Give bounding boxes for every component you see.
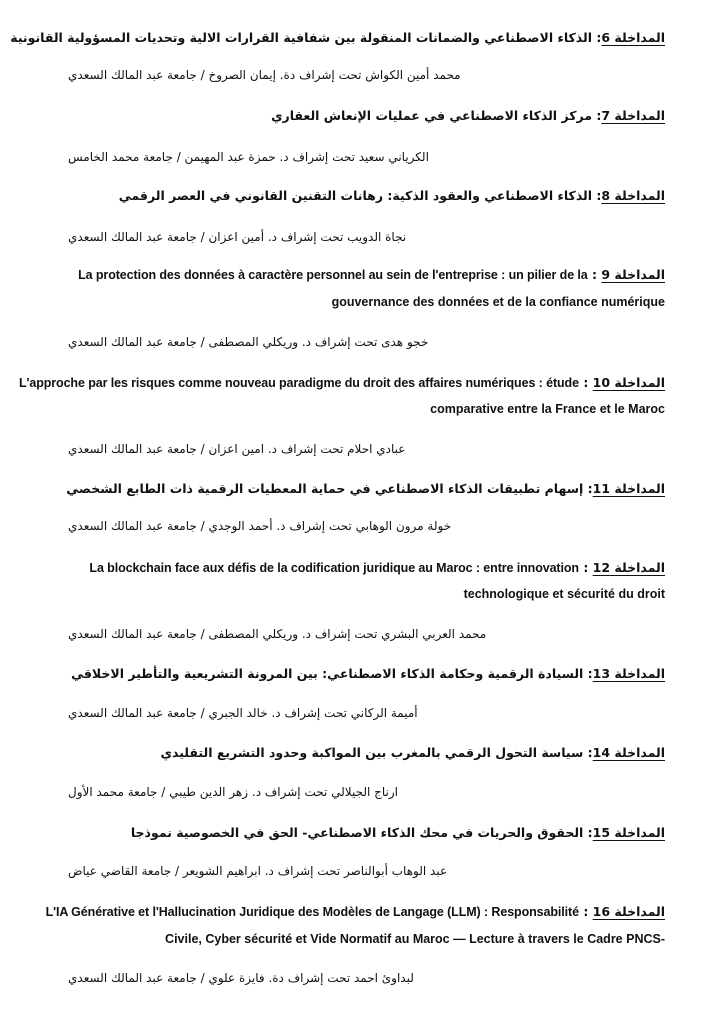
entry-11-title: المداخلة 11: إسهام تطبيقات الذكاء الاصطناعي في حماية المعطيات الرقمية ذات الطابع الشخصي [66,481,665,496]
entry-label: المداخلة 6 [601,30,665,45]
entry-13-author: أميمة الركاني تحت إشراف د. خالد الجبري / جامعة عبد المالك السعدي [68,706,418,720]
entry-16-author: لبداوئ احمد تحت إشراف دة. فايزة علوي / جامعة عبد المالك السعدي [68,971,414,985]
entry-13-title: المداخلة 13: السيادة الرقمية وحكامة الذكاء الاصطناعي: بين المرونة التشريعية والتأطير الاخلاقي [71,666,665,681]
entry-12-title-continued: technologique et sécurité du droit [463,587,665,601]
entry-10-author: عبادي احلام تحت إشراف د. امين اعزان / جامعة عبد المالك السعدي [68,442,406,456]
entry-8-author: نجاة الدويب تحت إشراف د. أمين اعزان / جامعة عبد المالك السعدي [68,230,407,244]
entry-label: المداخلة 7 [601,108,665,123]
entry-title-text: الحقوق والحريات في محك الذكاء الاصطناعي- الحق في الخصوصية نموذجا [130,825,584,840]
entry-title-text: La blockchain face aux défis de la codification juridique au Maroc : entre innovation [89,561,579,575]
entry-11-author: خولة مرون الوهابي تحت إشراف د. أحمد الوجدي / جامعة عبد المالك السعدي [68,519,452,533]
entry-label: المداخلة 10 [592,375,665,390]
entry-title-text: مركز الذكاء الاصطناعي في عمليات الإنعاش العقاري [271,108,593,123]
entry-10-title: المداخلة 10 : L'approche par les risques comme nouveau paradigme du droit des affaires numériques : étude [18,375,665,390]
entry-label: المداخلة 12 [592,560,665,575]
entry-15-author: عبد الوهاب أبوالناصر تحت إشراف د. ابراهيم الشويعر / جامعة القاضي عياض [68,864,448,878]
entry-label: المداخلة 11 [592,481,665,496]
entry-label: المداخلة 9 [601,267,665,282]
entry-title-text: إسهام تطبيقات الذكاء الاصطناعي في حماية المعطيات الرقمية ذات الطابع الشخصي [66,481,584,496]
entry-6-title: المداخلة 6: الذكاء الاصطناعي والضمانات المنقولة بين شفافية القرارات الالية وتحديات المسؤولية القانونية [10,30,665,45]
entry-6-author: محمد أمين الكواش تحت إشراف دة. إيمان الصروخ / جامعة عبد المالك السعدي [68,68,461,82]
entry-10-title-continued: comparative entre la France et le Maroc [430,402,665,416]
entry-label: المداخلة 8 [601,188,665,203]
entry-label: المداخلة 16 [592,904,665,919]
entry-title-text: سياسة التحول الرقمي بالمغرب بين المواكبة وحدود التشريع التقليدي [160,745,584,760]
entry-12-author: محمد العربي البشري تحت إشراف د. وريكلي المصطفى / جامعة عبد المالك السعدي [68,627,487,641]
entry-14-author: ارناج الجيلالي تحت إشراف د. زهر الدين طيبي / جامعة محمد الأول [68,785,398,799]
entry-16-title-continued: Civile, Cyber sécurité et Vide Normatif au Maroc — Lecture à travers le Cadre PNCS- [165,932,665,946]
entry-title-text: L'approche par les risques comme nouveau paradigme du droit des affaires numériques : étude [18,376,579,390]
entry-label: المداخلة 15 [592,825,665,840]
entry-title-text: La protection des données à caractère personnel au sein de l'entreprise : un pilier de la [78,268,588,282]
entry-7-title: المداخلة 7: مركز الذكاء الاصطناعي في عمليات الإنعاش العقاري [271,108,665,123]
entry-title-text: السيادة الرقمية وحكامة الذكاء الاصطناعي: بين المرونة التشريعية والتأطير الاخلاقي [71,666,584,681]
entry-12-title: المداخلة 12 : La blockchain face aux défis de la codification juridique au Maroc : entre innovation [89,560,665,575]
entry-title-text: الذكاء الاصطناعي والعقود الذكية: رهانات التقنين القانوني في العصر الرقمي [118,188,593,203]
entry-title-text: L'IA Générative et l'Hallucination Juridique des Modèles de Langage (LLM) : Responsabilité [45,905,579,919]
entry-title-text: الذكاء الاصطناعي والضمانات المنقولة بين شفافية القرارات الالية وتحديات المسؤولية القانونية [10,30,593,45]
entry-label: المداخلة 13 [592,666,665,681]
entry-7-author: الكرياني سعيد تحت إشراف د. حمزة عبد المهيمن / جامعة محمد الخامس [68,150,429,164]
entry-label: المداخلة 14 [592,745,665,760]
entry-9-title-continued: gouvernance des données et de la confiance numérique [331,295,665,309]
entry-8-title: المداخلة 8: الذكاء الاصطناعي والعقود الذكية: رهانات التقنين القانوني في العصر الرقمي [118,188,665,203]
entry-16-title: المداخلة 16 : L'IA Générative et l'Hallucination Juridique des Modèles de Langage (LLM) : Responsabilité [45,904,665,919]
entry-9-title: المداخلة 9 : La protection des données à caractère personnel au sein de l'entreprise : un pilier de la [78,267,665,282]
entry-15-title: المداخلة 15: الحقوق والحريات في محك الذكاء الاصطناعي- الحق في الخصوصية نموذجا [130,825,665,840]
entry-14-title: المداخلة 14: سياسة التحول الرقمي بالمغرب بين المواكبة وحدود التشريع التقليدي [160,745,665,760]
entry-9-author: خجو هدى تحت إشراف د. وريكلي المصطفى / جامعة عبد المالك السعدي [68,335,429,349]
